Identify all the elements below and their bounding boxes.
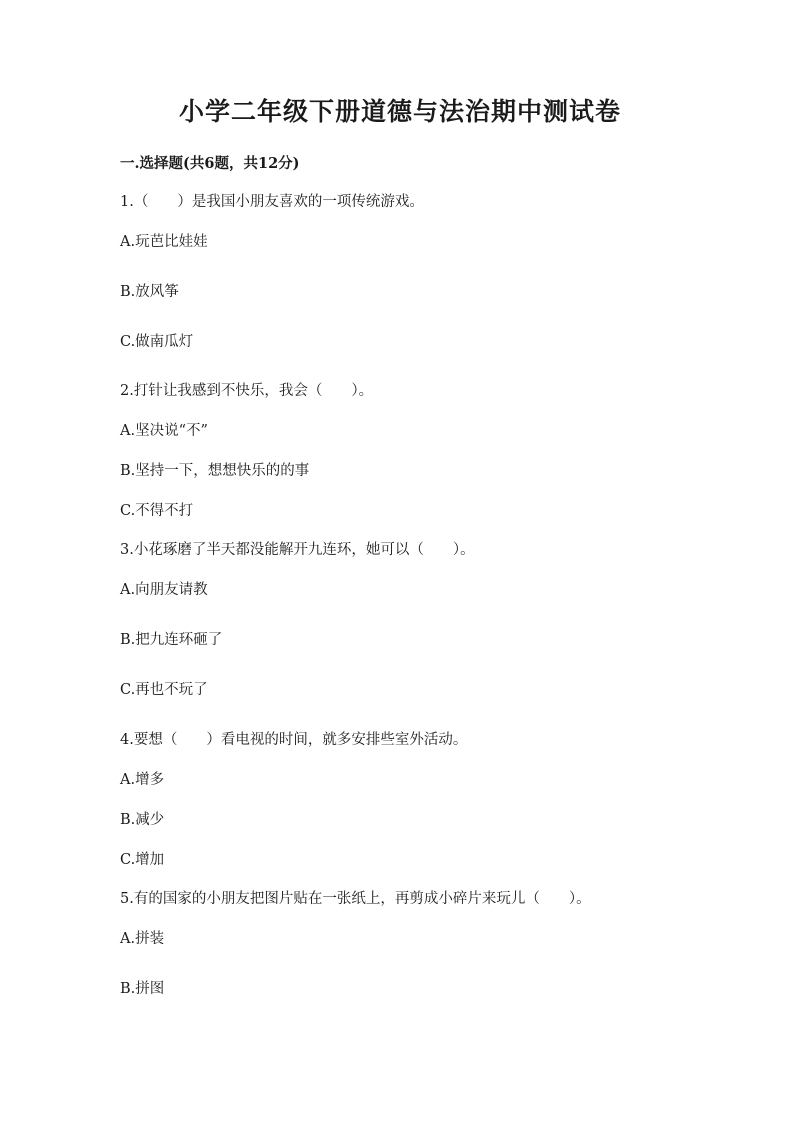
question-1-option-b: B.放风筝	[120, 284, 179, 300]
question-3-option-a: A.向朋友请教	[120, 582, 208, 598]
question-2-stem: 2.打针让我感到不快乐，我会（ ）。	[120, 383, 374, 399]
question-1-option-a: A.玩芭比娃娃	[120, 234, 208, 250]
question-5-option-b: B.拼图	[120, 981, 165, 997]
question-4-option-c: C.增加	[120, 852, 165, 868]
question-5-stem: 5.有的国家的小朋友把图片贴在一张纸上，再剪成小碎片来玩儿（ ）。	[120, 891, 591, 907]
question-5-option-a: A.拼装	[120, 931, 165, 947]
question-4-option-b: B.减少	[120, 812, 165, 828]
question-4-option-a: A.增多	[120, 772, 165, 788]
question-2-option-a: A.坚决说“不”	[120, 423, 208, 439]
question-1-stem: 1.（ ）是我国小朋友喜欢的一项传统游戏。	[120, 194, 424, 210]
question-3-option-b: B.把九连环砸了	[120, 632, 223, 648]
question-3-option-c: C.再也不玩了	[120, 682, 208, 698]
question-2-option-c: C.不得不打	[120, 503, 194, 519]
exam-title: 小学二年级下册道德与法治期中测试卷	[178, 97, 621, 126]
question-4-stem: 4.要想（ ）看电视的时间，就多安排些室外活动。	[120, 732, 468, 748]
question-3-stem: 3.小花琢磨了半天都没能解开九连环，她可以（ ）。	[120, 542, 475, 558]
section-heading: 一.选择题(共6题，共12分)	[120, 155, 300, 172]
question-1-option-c: C.做南瓜灯	[120, 334, 194, 350]
question-2-option-b: B.坚持一下，想想快乐的的事	[120, 463, 310, 479]
